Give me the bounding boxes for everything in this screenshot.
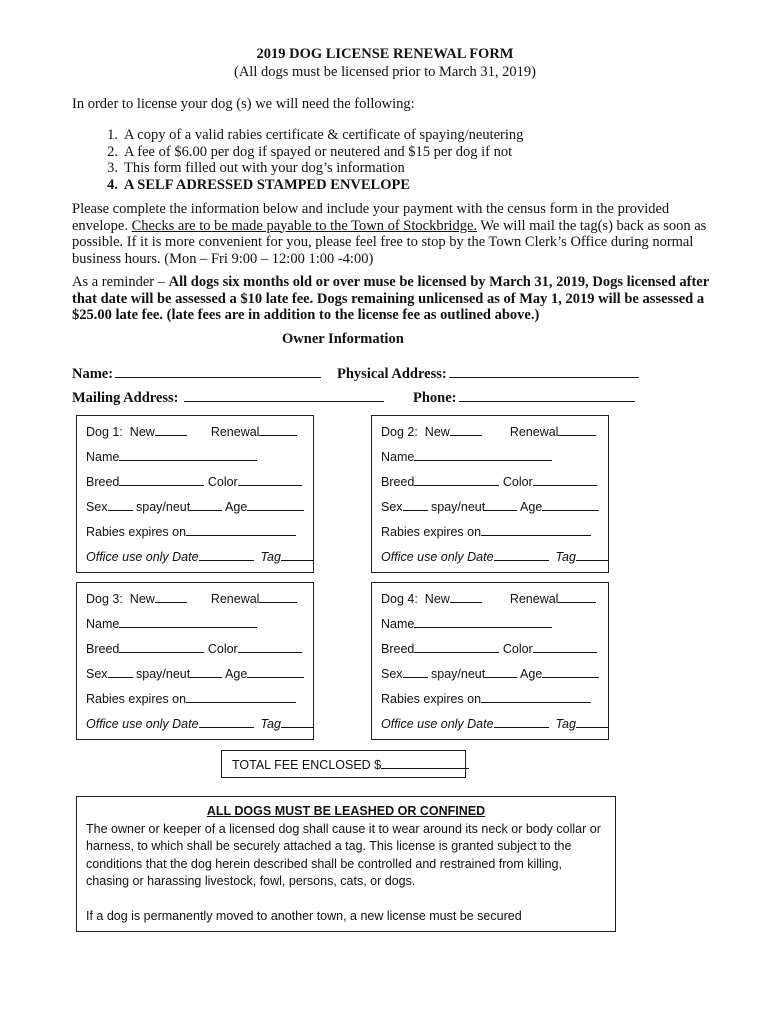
age-blank[interactable]	[247, 666, 304, 678]
mailing-address-label: Mailing Address:	[72, 390, 183, 406]
color-blank[interactable]	[533, 641, 597, 653]
owner-name-field[interactable]	[72, 364, 321, 383]
renewal-blank[interactable]	[259, 424, 297, 436]
age-blank[interactable]	[542, 499, 599, 511]
list-item	[72, 144, 523, 161]
name-label: Name	[381, 617, 415, 631]
office-tag-label: Tag	[555, 717, 576, 731]
owner-info-heading: Owner Information	[282, 331, 404, 347]
mailing-address-blank[interactable]	[184, 388, 384, 402]
office-date-label: Office use only Date	[381, 550, 494, 564]
name-label: Name	[381, 450, 415, 464]
instructions-rest: We will mail the tag(s) back as soon as possible. If it is more convenient for you, please feel free to stop by the Town Clerk’s Office during normal business hours. (Mon – Fri 9:00 – 12:00 1:00 -4:00)	[72, 217, 707, 267]
list-item	[72, 177, 523, 194]
renewal-label: Renewal	[509, 425, 559, 439]
owner-name-label: Name:	[72, 366, 114, 382]
age-label: Age	[520, 667, 543, 681]
dog-status-row[interactable]	[381, 424, 596, 439]
late-fee-notice: All dogs six months old or over muse be licensed by March 31, 2019, Dogs licensed after that date will be assessed a $10 late fee. Dogs remaining unlicensed as of May 1, 2019 will be assessed a $25.00 late fee. (late fees are in addition to the license fee as outlined above.)	[72, 274, 709, 323]
color-label: Color	[502, 475, 533, 489]
color-label: Color	[502, 642, 533, 656]
dog-name-row[interactable]	[381, 449, 552, 464]
reminder-lead: As a reminder –	[72, 274, 169, 290]
dog-sex-row[interactable]	[381, 666, 599, 681]
renewal-blank[interactable]	[558, 424, 596, 436]
renewal-label: Renewal	[210, 425, 260, 439]
rabies-label: Rabies expires on	[381, 525, 482, 539]
name-blank[interactable]	[119, 449, 257, 461]
new-label: New	[129, 592, 155, 606]
spay-blank[interactable]	[190, 499, 222, 511]
dog-4-box	[371, 582, 609, 740]
new-label: New	[424, 592, 450, 606]
sex-blank[interactable]	[108, 499, 133, 511]
dog-status-row[interactable]	[86, 424, 297, 439]
age-label: Age	[520, 500, 543, 514]
dog-breed-row[interactable]	[381, 641, 597, 656]
spay-blank[interactable]	[485, 666, 517, 678]
dog-breed-row[interactable]	[86, 474, 302, 489]
new-blank[interactable]	[155, 424, 187, 436]
new-label: New	[424, 425, 450, 439]
breed-blank[interactable]	[414, 474, 499, 486]
dog-rabies-row[interactable]	[381, 524, 591, 539]
physical-address-blank[interactable]	[449, 364, 639, 378]
rabies-blank[interactable]	[481, 524, 591, 536]
breed-label: Breed	[381, 475, 415, 489]
requirements-list	[72, 127, 523, 193]
spay-label: spay/neut	[431, 500, 486, 514]
name-blank[interactable]	[119, 616, 257, 628]
office-tag-blank	[281, 549, 314, 561]
list-number: 1.	[107, 127, 118, 143]
total-fee-label: TOTAL FEE ENCLOSED $	[232, 758, 382, 772]
dog-status-row[interactable]	[381, 591, 596, 606]
renewal-label: Renewal	[509, 592, 559, 606]
list-text: A copy of a valid rabies certificate & certificate of spaying/neutering	[124, 127, 524, 143]
dog-status-row[interactable]	[86, 591, 297, 606]
dog-1-box	[76, 415, 314, 573]
sex-blank[interactable]	[403, 666, 428, 678]
spay-label: spay/neut	[136, 667, 191, 681]
dog-label: Dog 3:	[86, 592, 123, 606]
dog-name-row[interactable]	[86, 449, 257, 464]
phone-field[interactable]	[413, 388, 635, 407]
dog-sex-row[interactable]	[86, 666, 304, 681]
sex-blank[interactable]	[108, 666, 133, 678]
list-item	[72, 160, 523, 177]
rabies-blank[interactable]	[481, 691, 591, 703]
breed-label: Breed	[381, 642, 415, 656]
mailing-address-field[interactable]	[72, 388, 384, 407]
office-tag-blank	[281, 716, 314, 728]
list-item	[72, 127, 523, 144]
reminder-paragraph	[72, 274, 712, 324]
breed-blank[interactable]	[119, 474, 204, 486]
age-label: Age	[225, 667, 248, 681]
renewal-blank[interactable]	[259, 591, 297, 603]
dog-name-row[interactable]	[86, 616, 257, 631]
form-subtitle: (All dogs must be licensed prior to March 31, 2019)	[233, 64, 537, 80]
office-tag-label: Tag	[555, 550, 576, 564]
color-blank[interactable]	[238, 641, 302, 653]
list-number: 2.	[107, 143, 118, 160]
office-tag-blank	[576, 716, 609, 728]
office-tag-blank	[576, 549, 609, 561]
color-label: Color	[207, 642, 238, 656]
sex-label: Sex	[381, 667, 403, 681]
office-tag-label: Tag	[260, 550, 281, 564]
dog-rabies-row[interactable]	[86, 691, 296, 706]
physical-address-field[interactable]	[337, 364, 639, 383]
dog-breed-row[interactable]	[86, 641, 302, 656]
office-date-label: Office use only Date	[381, 717, 494, 731]
name-blank[interactable]	[414, 616, 552, 628]
dog-label: Dog 4:	[381, 592, 418, 606]
spay-label: spay/neut	[136, 500, 191, 514]
dog-sex-row[interactable]	[86, 499, 304, 514]
new-blank[interactable]	[155, 591, 187, 603]
list-number: 4.	[107, 176, 118, 193]
sex-label: Sex	[86, 500, 108, 514]
sex-label: Sex	[381, 500, 403, 514]
rabies-label: Rabies expires on	[86, 525, 187, 539]
color-blank[interactable]	[238, 474, 302, 486]
total-fee-field[interactable]	[221, 750, 466, 778]
dog-name-row[interactable]	[381, 616, 552, 631]
leash-notice-heading: ALL DOGS MUST BE LEASHED OR CONFINED	[206, 804, 486, 818]
rabies-label: Rabies expires on	[381, 692, 482, 706]
renewal-blank[interactable]	[558, 591, 596, 603]
rabies-label: Rabies expires on	[86, 692, 187, 706]
dog-sex-row[interactable]	[381, 499, 599, 514]
list-number: 3.	[107, 160, 118, 176]
office-date-blank	[199, 716, 254, 728]
sex-blank[interactable]	[403, 499, 428, 511]
age-blank[interactable]	[542, 666, 599, 678]
instructions-lead: Please complete the information below and include your payment with the census form in the provided envelope.	[72, 201, 670, 234]
dog-office-row	[86, 716, 314, 731]
relocation-notice: If a dog is permanently moved to another town, a new license must be secured	[86, 908, 522, 923]
color-label: Color	[207, 475, 238, 489]
dog-rabies-row[interactable]	[381, 691, 591, 706]
office-date-label: Office use only Date	[86, 717, 199, 731]
name-label: Name	[86, 450, 120, 464]
renewal-label: Renewal	[210, 592, 260, 606]
name-blank[interactable]	[414, 449, 552, 461]
office-date-blank	[199, 549, 254, 561]
dog-2-box	[371, 415, 609, 573]
instructions-paragraph	[72, 201, 712, 267]
payable-note: Checks are to be made payable to the Town of Stockbridge.	[131, 217, 478, 234]
office-tag-label: Tag	[260, 717, 281, 731]
office-date-label: Office use only Date	[86, 550, 199, 564]
dog-label: Dog 1:	[86, 425, 123, 439]
new-label: New	[129, 425, 155, 439]
phone-label: Phone:	[413, 390, 457, 406]
dog-office-row	[86, 549, 314, 564]
new-blank[interactable]	[450, 424, 482, 436]
leash-notice-box	[76, 796, 616, 932]
dog-office-row	[381, 716, 609, 731]
age-label: Age	[225, 500, 248, 514]
phone-blank[interactable]	[459, 388, 635, 402]
spay-label: spay/neut	[431, 667, 486, 681]
total-fee-blank[interactable]	[381, 755, 469, 769]
leash-notice-body: The owner or keeper of a licensed dog shall cause it to wear around its neck or body collar or harness, to which shall be securely attached a tag. This license is granted subject to the conditions that the dog herein described shall be controlled and restrained from killing, chasing or harassing livestock, fowl, persons, cats, or dogs.	[86, 821, 601, 888]
form-title: 2019 DOG LICENSE RENEWAL FORM	[256, 46, 514, 62]
age-blank[interactable]	[247, 499, 304, 511]
breed-blank[interactable]	[119, 641, 204, 653]
dog-breed-row[interactable]	[381, 474, 597, 489]
list-text: This form filled out with your dog’s information	[124, 160, 405, 176]
breed-label: Breed	[86, 642, 120, 656]
dog-label: Dog 2:	[381, 425, 418, 439]
dog-3-box	[76, 582, 314, 740]
office-date-blank	[494, 716, 549, 728]
intro-text: In order to license your dog (s) we will need the following:	[72, 96, 415, 112]
breed-blank[interactable]	[414, 641, 499, 653]
owner-name-blank[interactable]	[115, 364, 321, 378]
rabies-blank[interactable]	[186, 524, 296, 536]
spay-blank[interactable]	[190, 666, 222, 678]
list-text: A SELF ADRESSED STAMPED ENVELOPE	[124, 176, 411, 193]
office-date-blank	[494, 549, 549, 561]
breed-label: Breed	[86, 475, 120, 489]
rabies-blank[interactable]	[186, 691, 296, 703]
dog-rabies-row[interactable]	[86, 524, 296, 539]
list-text: A fee of $6.00 per dog if spayed or neutered and $15 per dog if not	[124, 143, 513, 160]
new-blank[interactable]	[450, 591, 482, 603]
color-blank[interactable]	[533, 474, 597, 486]
sex-label: Sex	[86, 667, 108, 681]
spay-blank[interactable]	[485, 499, 517, 511]
physical-address-label: Physical Address:	[337, 366, 447, 382]
dog-office-row	[381, 549, 609, 564]
name-label: Name	[86, 617, 120, 631]
